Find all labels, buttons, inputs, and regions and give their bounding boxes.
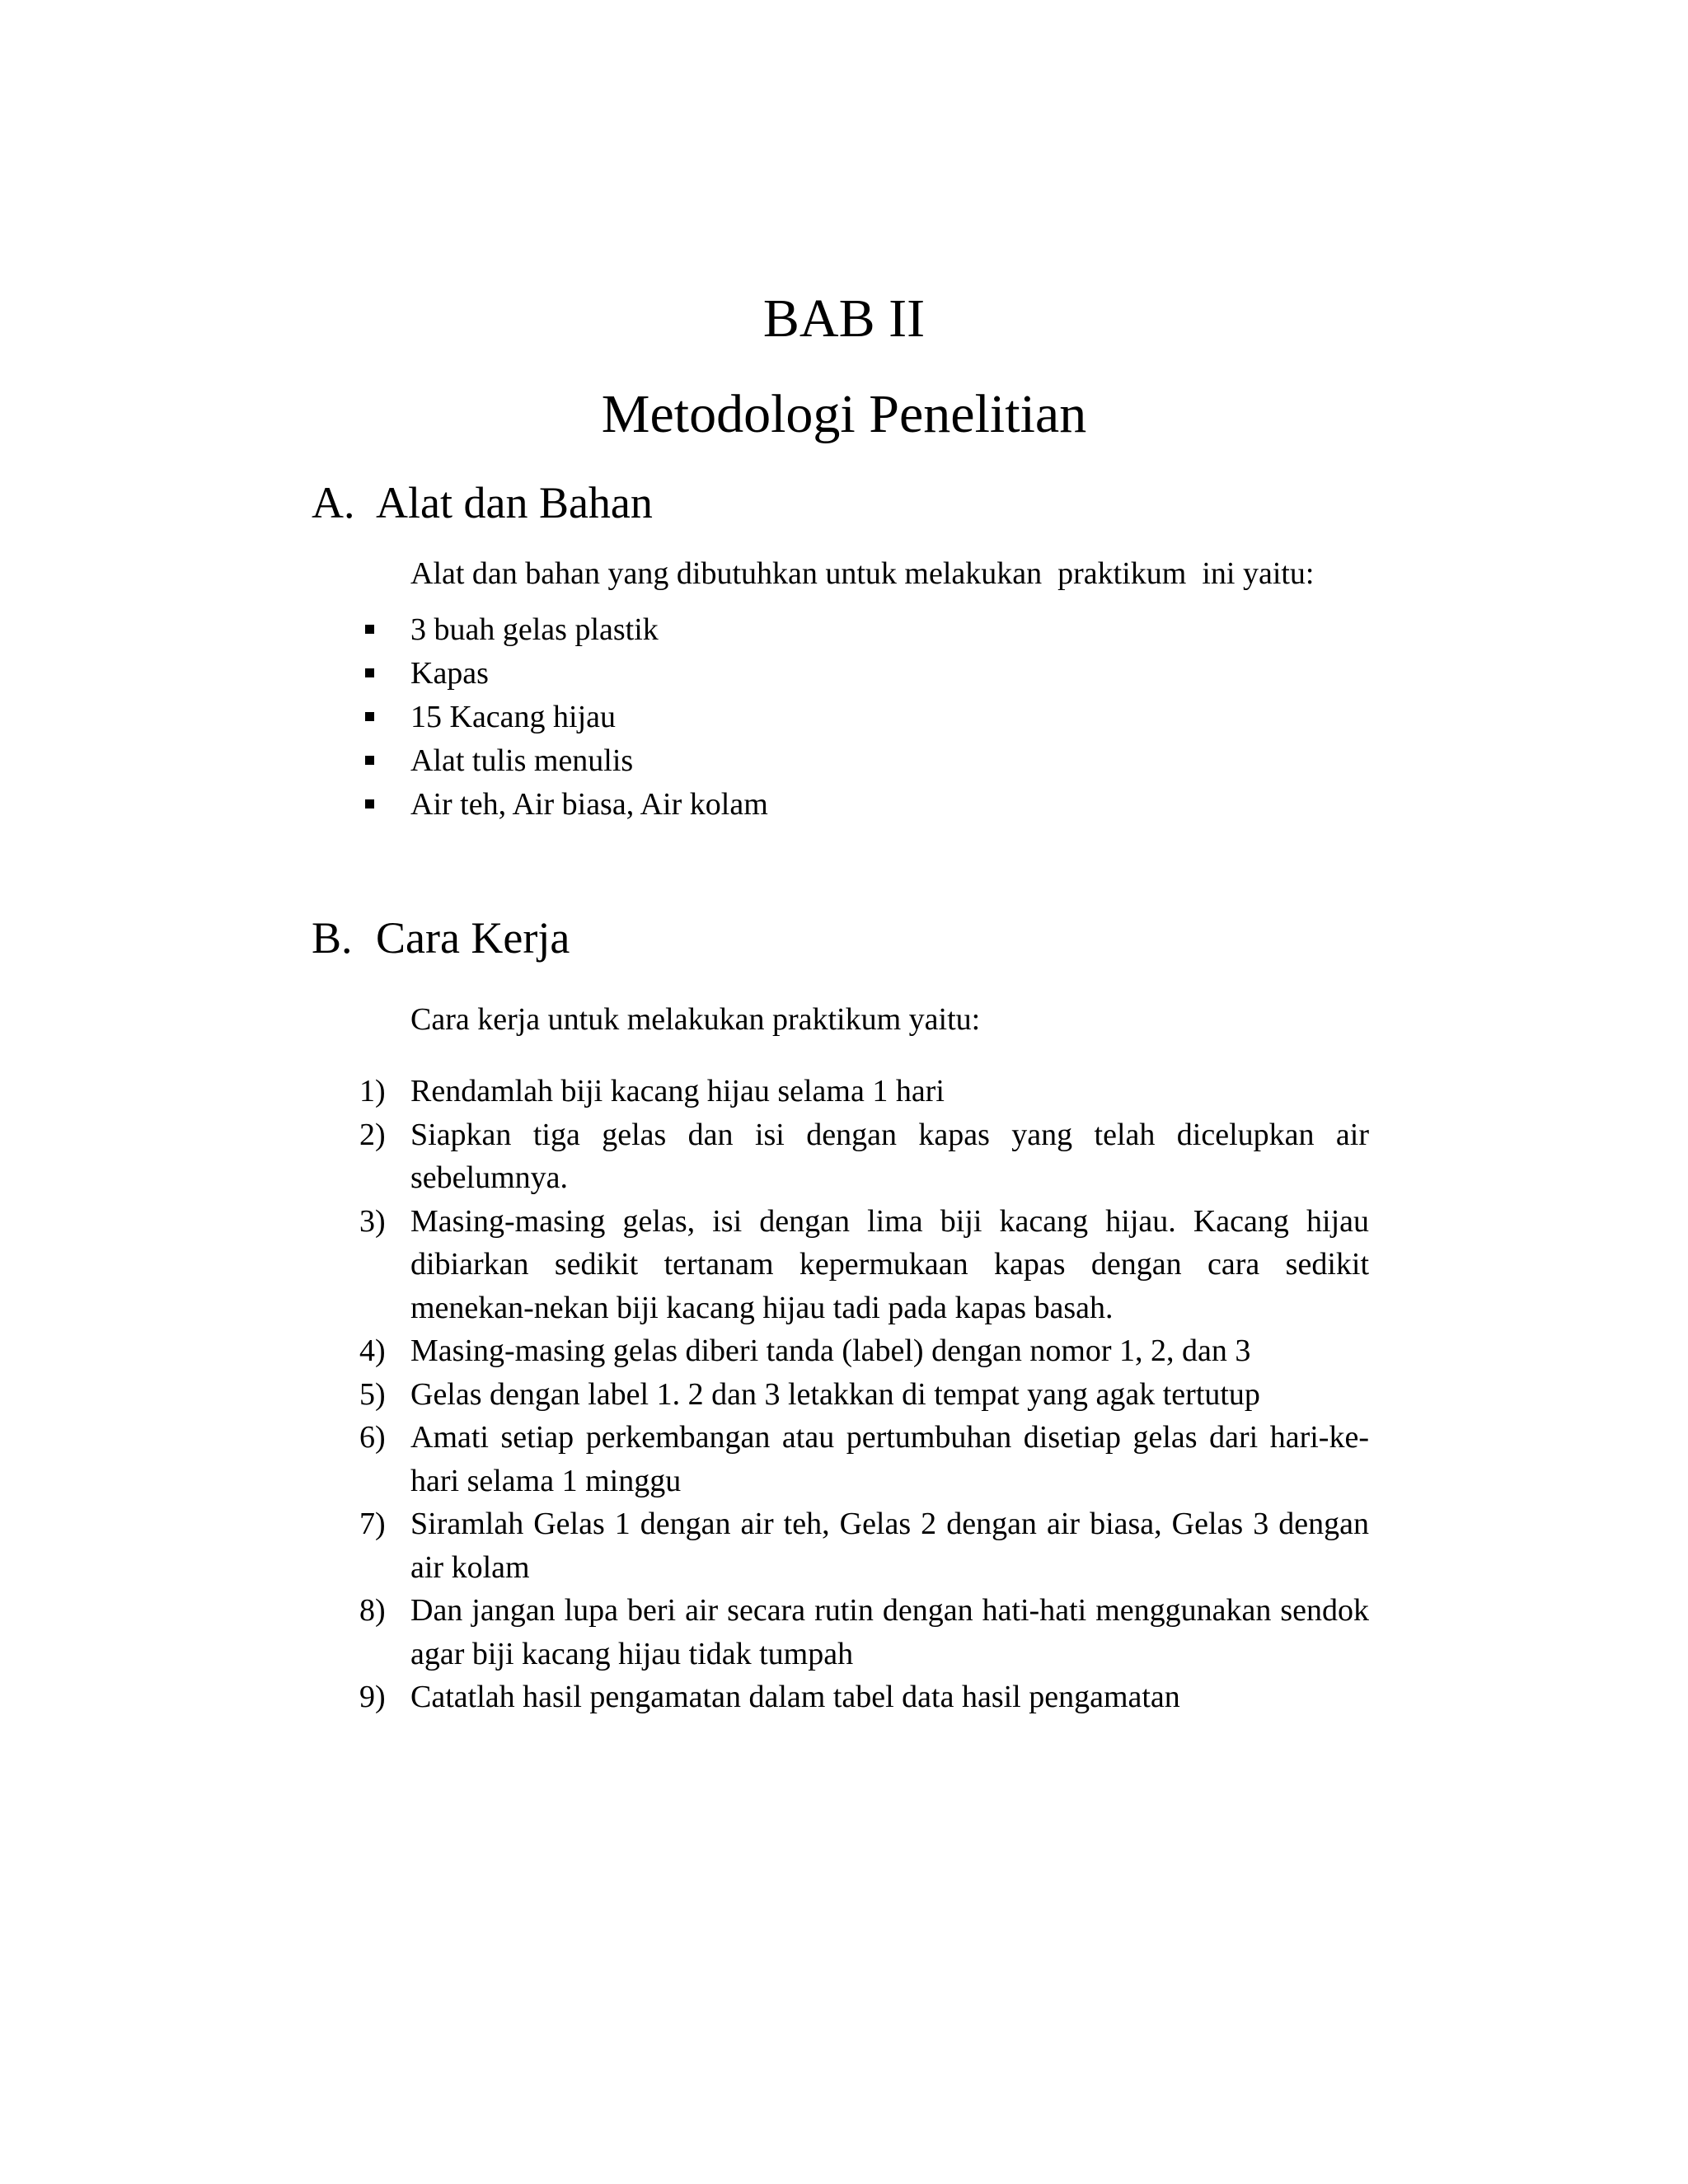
section-b-heading <box>312 913 570 963</box>
chapter-title: BAB II <box>762 288 926 349</box>
chapter-subtitle: Metodologi Penelitian <box>601 384 1087 444</box>
square-bullet-icon <box>365 625 374 634</box>
step-number: 7) <box>359 1507 386 1541</box>
section-a-letter: A. <box>312 478 355 527</box>
step-number: 6) <box>359 1420 386 1455</box>
step-text: Catatlah hasil pengamatan dalam tabel data hasil pengamatan <box>410 1680 1180 1714</box>
list-item <box>363 783 768 827</box>
list-item-text: Alat tulis menulis <box>410 743 634 778</box>
square-bullet-icon <box>365 668 374 677</box>
list-item <box>359 1329 1369 1373</box>
list-item <box>359 1113 1369 1200</box>
list-item <box>359 1675 1369 1719</box>
step-text: Masing-masing gelas, isi dengan lima biji kacang hijau. Kacang hijau dibiarkan sedikit tertanam kepermukaan kapas dengan cara sedikit menekan-nekan biji kacang hijau tadi pada kapas basah. <box>410 1203 1369 1325</box>
step-number: 4) <box>359 1333 386 1368</box>
list-item <box>359 1200 1369 1330</box>
step-text: Siramlah Gelas 1 dengan air teh, Gelas 2 dengan air biasa, Gelas 3 dengan air kolam <box>410 1507 1369 1585</box>
list-item <box>359 1070 1369 1113</box>
list-item <box>363 739 768 783</box>
list-item <box>359 1589 1369 1675</box>
step-text: Siapkan tiga gelas dan isi dengan kapas yang telah dicelupkan air sebelumnya. <box>410 1117 1369 1195</box>
step-text: Gelas dengan label 1. 2 dan 3 letakkan di tempat yang agak tertutup <box>410 1376 1260 1412</box>
list-item <box>363 696 768 739</box>
step-number: 9) <box>359 1680 386 1714</box>
step-number: 8) <box>359 1593 386 1628</box>
list-item <box>359 1373 1369 1417</box>
step-text: Rendamlah biji kacang hijau selama 1 hari <box>410 1074 945 1108</box>
section-b-intro: Cara kerja untuk melakukan praktikum yaitu: <box>410 1002 981 1037</box>
materials-list <box>363 608 768 827</box>
step-number: 1) <box>359 1074 386 1108</box>
section-a-intro: Alat dan bahan yang dibutuhkan untuk melakukan praktikum ini yaitu: <box>410 556 1315 591</box>
step-number: 3) <box>359 1203 386 1239</box>
square-bullet-icon <box>365 756 374 765</box>
step-text: Masing-masing gelas diberi tanda (label) dengan nomor 1, 2, dan 3 <box>410 1333 1251 1368</box>
list-item <box>363 652 768 696</box>
section-a-title: Alat dan Bahan <box>376 478 653 527</box>
square-bullet-icon <box>365 712 374 721</box>
step-number: 5) <box>359 1376 386 1412</box>
section-b-title: Cara Kerja <box>376 913 570 963</box>
list-item <box>359 1502 1369 1589</box>
square-bullet-icon <box>365 799 374 808</box>
procedure-list <box>359 1070 1369 1719</box>
step-text: Dan jangan lupa beri air secara rutin dengan hati-hati menggunakan sendok agar biji kacang hijau tidak tumpah <box>410 1593 1369 1671</box>
list-item <box>363 608 768 652</box>
list-item-text: Kapas <box>410 656 489 691</box>
section-b-letter: B. <box>312 913 353 963</box>
list-item-text: Air teh, Air biasa, Air kolam <box>410 787 768 822</box>
step-number: 2) <box>359 1117 386 1152</box>
section-a-heading <box>312 480 653 525</box>
list-item-text: 15 Kacang hijau <box>410 700 617 734</box>
step-text: Amati setiap perkembangan atau pertumbuhan disetiap gelas dari hari-ke- hari selama 1 minggu <box>410 1420 1369 1498</box>
list-item <box>359 1416 1369 1502</box>
list-item-text: 3 buah gelas plastik <box>410 612 659 647</box>
